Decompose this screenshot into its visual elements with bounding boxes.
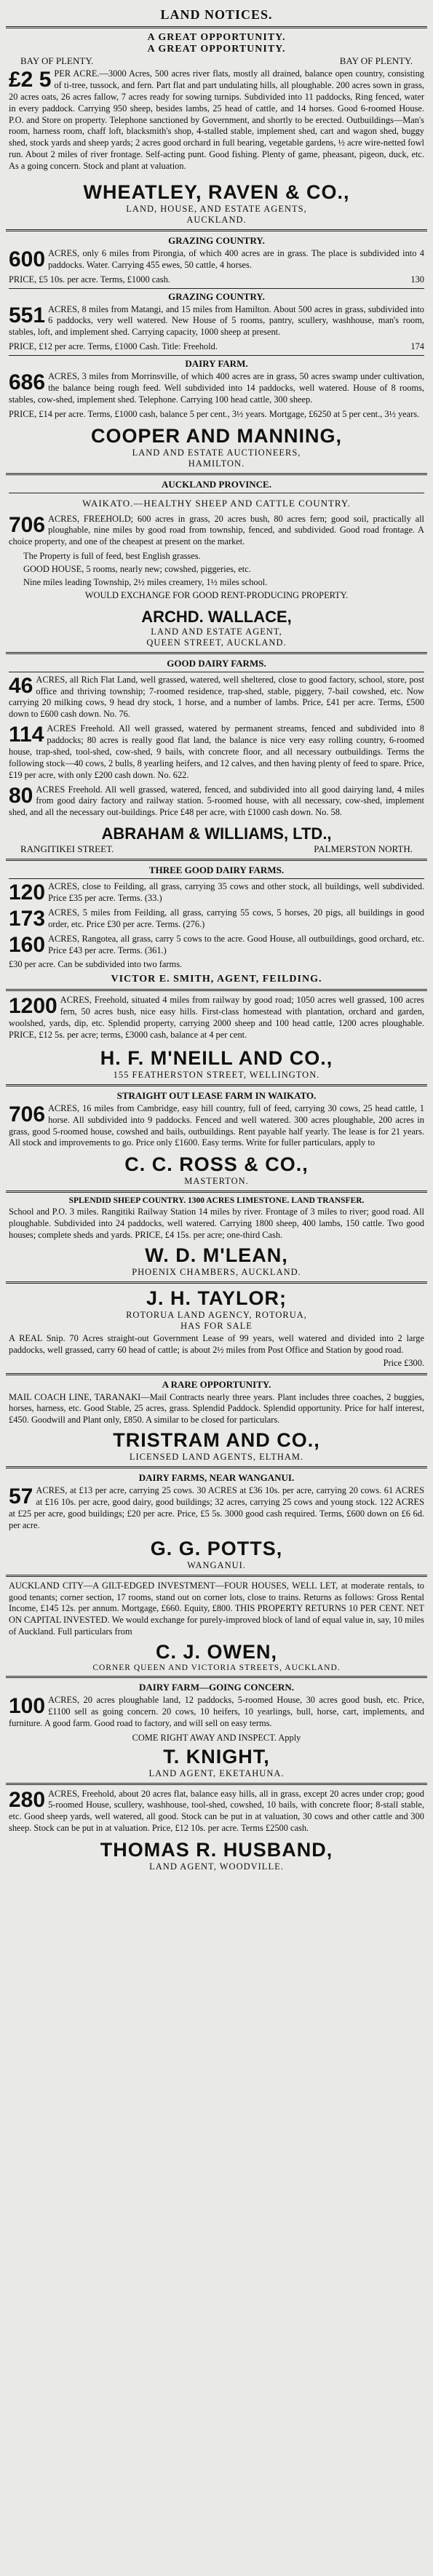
- acre-drop-cap: 100: [9, 1694, 46, 1718]
- price-drop-cap: £2 5: [9, 68, 52, 92]
- agent-subtitle: LAND AND ESTATE AUCTIONEERS,: [132, 447, 301, 458]
- divider: [9, 288, 424, 289]
- acre-drop-cap: 600: [9, 247, 46, 271]
- agent-subtitle: LAND AGENT, WOODVILLE.: [149, 1861, 284, 1872]
- ad-line: WOULD EXCHANGE FOR GOOD RENT-PRODUCING PROPERTY.: [84, 589, 349, 600]
- acre-drop-cap: 706: [9, 1102, 46, 1126]
- divider: [6, 652, 427, 654]
- ad-heading: A GREAT OPPORTUNITY.: [147, 44, 286, 55]
- divider: [6, 1281, 427, 1284]
- listing: 114 ACRES Freehold. All well grassed, watered by permanent streams, fenced and subdivided into 8 paddocks; 80 acres is really good flat land, the balance is nice very easy rolling country, 6-roomed house, trap-shed, tool-shed, cow-shed, 9 bails, with concrete floor, and all necessary outbuildings. Terms the following stock—40 cows, 2 bulls, 8 yearling heifers, and 12 calves, and then having plenty of feed to spare. Price, £19 per acre, with only £200 cash down. No. 622.: [9, 723, 424, 780]
- divider: [9, 878, 424, 879]
- listing: 1200 ACRES, Freehold, situated 4 miles from railway by good road; 1050 acres well grassed, 100 acres fern, 50 acres bush, nice easy hills. First-class homestead with plantation, orchard and garden, woolshed, yards, dip, etc. Splendid property, carrying 2000 sheep and 100 head cattle, 1200 acres ploughable. PRICE, £12 5s. per acre; terms, £3000 cash, balance at 4 per cent.: [9, 994, 424, 1040]
- ad-line: Nine miles leading Township, 2½ miles creamery, 1½ miles school.: [23, 576, 268, 587]
- ad-heading: THREE GOOD DAIRY FARMS.: [148, 864, 285, 876]
- ad-cooper-manning: [6, 235, 427, 469]
- ad-ross: [6, 1090, 427, 1188]
- listing: 173 ACRES, 5 miles from Feilding, all grass, carrying 55 cows, 5 horses, 20 pigs, all buildings in good order, etc. Price £30 per acre. Terms. (276.): [9, 906, 424, 931]
- agent-name: C. C. ROSS & CO.,: [124, 1153, 309, 1176]
- ad-heading: GRAZING COUNTRY.: [168, 290, 265, 302]
- agent-name: T. KNIGHT,: [163, 1745, 270, 1768]
- ad-heading: DAIRY FARM—GOING CONCERN.: [139, 1682, 294, 1693]
- ad-body: AUCKLAND CITY—A GILT-EDGED INVESTMENT—FOUR HOUSES, WELL LET, at moderate rentals, to good tenants; corner section, 17 rooms, stand out on corner lots, close to trains. Returns as follows: Gross Rental Income, £145 12s. per annum. Mortgage, £660. Equity, £800. THIS PROPERTY RETURNS 10 PER CENT. NET ON CAPITAL INVESTED. We would exchange for purely-improved block of land of equal value in, say, 10 miles of Auckland. Full particulars from: [9, 1580, 424, 1637]
- agent-city: WANGANUI.: [187, 1559, 246, 1570]
- ad-potts: [6, 1472, 427, 1571]
- call-to-action: COME RIGHT AWAY AND INSPECT. Apply: [132, 1732, 301, 1743]
- divider: [6, 1190, 427, 1193]
- listing: 706 ACRES, 16 miles from Cambridge, easy hill country, full of feed, carrying 30 cows, 25 head cattle, 1 horse. All subdivided into 9 paddocks. Fenced and well watered. 300 acres ploughable, 200 acres in grass, good 5-roomed house, cowshed and bails, outbuildings. Rent payable half yearly. The lease is for 21 years. All stock and improvements to go. Price only £1600. Easy terms. Write for fuller particulars, apply to: [9, 1102, 424, 1148]
- ad-line: £30 per acre. Can be subdivided into two farms.: [9, 959, 183, 970]
- ad-archd-wallace: [6, 479, 427, 648]
- listing-price: PRICE, £12 per acre. Terms, £1000 Cash. Title: Freehold. 174: [9, 341, 424, 352]
- divider: [6, 859, 427, 861]
- divider: [6, 1466, 427, 1468]
- agent-name: VICTOR E. SMITH, AGENT, FEILDING.: [111, 974, 322, 985]
- acre-drop-cap: 686: [9, 370, 46, 394]
- divider: [6, 1575, 427, 1577]
- listing: 46 ACRES, all Rich Flat Land, well grassed, watered, well sheltered, close to good factory, school, store, post office and thriving township; 7-roomed residence, trap-shed, stable, piggery, 7-bail cowshed, etc. Now carrying 20 milking cows, 9 head dry stock, 1 horse, and a number of lambs. Price, £41 per acre. Terms, £500 down to £600 cash down. No. 76.: [9, 673, 424, 720]
- acre-drop-cap: 1200: [9, 994, 57, 1019]
- ad-subheading: WAIKATO.—HEALTHY SHEEP AND CATTLE COUNTRY.: [82, 497, 351, 509]
- agent-name: J. H. TAYLOR;: [146, 1287, 287, 1309]
- agent-address: CORNER QUEEN AND VICTORIA STREETS, AUCKLAND.: [92, 1663, 341, 1672]
- newspaper-page: [6, 0, 427, 2561]
- acre-drop-cap: 80: [9, 783, 33, 808]
- ad-tristram: [6, 1379, 427, 1463]
- acre-drop-cap: 706: [9, 512, 46, 537]
- agent-name: COOPER AND MANNING,: [90, 424, 342, 447]
- acre-drop-cap: 57: [9, 1484, 33, 1509]
- listing-price: PRICE, £14 per acre. Terms, £1000 cash, balance 5 per cent., 3½ years. Mortgage, £6250 at 5 per cent., 3½ years.: [9, 408, 420, 419]
- listing: 160 ACRES, Rangotea, all grass, carry 5 cows to the acre. Good House, all outbuildings, good orchard, etc. Price £43 per acre. Terms. (361.): [9, 932, 424, 957]
- ad-heading: GOOD DAIRY FARMS.: [167, 657, 266, 669]
- agent-city: QUEEN STREET, AUCKLAND.: [146, 637, 287, 648]
- ad-abraham-williams: [6, 658, 427, 856]
- listing: 280 ACRES, Freehold, about 20 acres flat, balance easy hills, all in grass, except 20 acres under crop; good 5-roomed House, scullery, washhouse, tool-shed, cowshed, 10 bails, with concrete floor; 8-stall stable, etc. Good sheep yards, well watered, all good. Stock can be put in at valuation, 30 cows and other cattle and 300 sheep. Stock can be put in at valuation. Price, £12 10s. per acre. Terms £2500 cash.: [9, 1787, 424, 1834]
- divider: [6, 1676, 427, 1678]
- ad-body: £2 5 PER ACRE.—3000 Acres, 500 acres river flats, mostly all drained, balance open country, consisting of ti-tree, tussock, and fern. Part flat and part undulating hills, all ploughable. 200 acres sown in grass, 20 acres oats, 26 acres fallow, 7 acres ready for sowing turnips. Subdivided into 11 paddocks, Ring fenced, water in every paddock. Carrying 950 sheep, besides lambs, 25 head of cattle, and 14 horses. Good 6-roomed House. P.O. and Store on property. Telephone sanctioned by Government, and shortly to be erected. Outbuildings—Man's room, harness room, chaff loft, blacksmith's shop, 4-stalled stable, implement shed, cart and wagon shed, buggy shed, stock yards and sheep yards; 2 acres good orchard in full bearing, vegetable gardens, ½ acre wire-netted fowl run. About 2 miles of river frontage. Self-acting punt. Good fishing. Plenty of game, pheasant, pigeon, duck, etc. As a going concern. Stock and plant at valuation.: [9, 68, 424, 171]
- location-right: BAY OF PLENTY.: [339, 55, 413, 66]
- ad-wheatley-raven: [6, 32, 427, 226]
- ad-knight: [6, 1682, 427, 1779]
- ad-heading: AUCKLAND PROVINCE.: [162, 478, 271, 490]
- listing: 80 ACRES Freehold. All well grassed, watered, fenced, and subdivided into all good dairying land, 4 miles from good dairy factory and railway station. 5-roomed house, with all necessary, cow-shed, implement shed, and all the necessary out-buildings. Price £48 per acre, with £1000 cash down. No. 58.: [9, 783, 424, 818]
- ad-line: GOOD HOUSE, 5 rooms, nearly new; cowshed, piggeries, etc.: [23, 564, 251, 574]
- divider: [9, 355, 424, 356]
- divider: [6, 473, 427, 475]
- ad-body: MAIL COACH LINE, TARANAKI—Mail Contracts nearly three years. Plant includes three coaches, 2 buggies, horses, harness, etc. Good Stable, 25 acres, grass. Splendid Paddock. Splendid opportunity. Price for half interest, £450. Goodwill and Plant only, £850. A similar to be closed for particulars.: [9, 1391, 424, 1426]
- agent-address: PHOENIX CHAMBERS, AUCKLAND.: [132, 1266, 301, 1277]
- ad-body: School and P.O. 3 miles. Rangitiki Railway Station 14 miles by river. Frontage of 3 miles to river; good road. All ploughable. Subdivided into 24 paddocks, well watered. Carrying 1800 sheep, 400 lambs, 150 cattle. Two good houses; complete sheds and yards. PRICE, £4 15s. per acre; one-third Cash.: [9, 1206, 424, 1240]
- agent-subtitle: LAND AGENT, EKETAHUNA.: [148, 1768, 285, 1778]
- ad-body: A REAL Snip. 70 Acres straight-out Government Lease of 99 years, well watered and divided into 2 large paddocks, well grassed, carry 60 head of cattle; is about 2½ miles from Post Office and Station by good road.: [9, 1332, 424, 1355]
- ad-line: The Property is full of feed, best English grasses.: [23, 551, 201, 562]
- ad-mneill: [6, 995, 427, 1081]
- location-row: [9, 55, 424, 67]
- ad-owen: [6, 1581, 427, 1672]
- agent-subtitle: ROTORUA LAND AGENCY, ROTORUA,: [126, 1309, 307, 1320]
- agent-name: ABRAHAM & WILLIAMS, LTD.,: [101, 824, 332, 843]
- ad-taylor: [6, 1287, 427, 1370]
- divider: [6, 1783, 427, 1785]
- agent-address: RANGITIKEI STREET. PALMERSTON NORTH.: [20, 843, 413, 855]
- ad-victor-smith: [6, 864, 427, 985]
- listing: 551 ACRES, 8 miles from Matangi, and 15 miles from Hamilton. About 500 acres in grass, subdivided into 6 paddocks, very well watered. New House of 5 rooms, pantry, scullery, washhouse, man's room, stables, loft, and implement shed. Carrying capacity, 1000 sheep at present.: [9, 303, 424, 338]
- divider: [6, 229, 427, 231]
- agent-city: AUCKLAND.: [186, 214, 247, 225]
- ad-heading: A RARE OPPORTUNITY.: [162, 1378, 271, 1390]
- agent-subtitle: HAS FOR SALE: [180, 1320, 253, 1331]
- agent-name: WHEATLEY, RAVEN & CO.,: [83, 180, 350, 203]
- divider: [6, 1084, 427, 1086]
- ad-heading: GRAZING COUNTRY.: [168, 234, 265, 246]
- divider: [6, 1373, 427, 1375]
- listing-price: PRICE, £5 10s. per acre. Terms, £1000 cash. 130: [9, 274, 424, 285]
- ad-mlean: [6, 1196, 427, 1278]
- listing: 57 ACRES, at £13 per acre, carrying 25 cows. 30 ACRES at £36 10s. per acre, carrying 20 cows. 61 ACRES at £16 10s. per acre, good dairy, good buildings; 32 acres, carrying 25 cows and young stock. 122 ACRES at £25 per acre, good buildings; £20 per acre. Price, £5 5s. 3000 good cash required. Terms, £600 down on £6 6d. per acre.: [9, 1484, 424, 1530]
- listing: 120 ACRES, close to Feilding, all grass, carrying 35 cows and other stock, all buildings, well subdivided. Price £35 per acre. Terms. (33.): [9, 880, 424, 905]
- acre-drop-cap: 551: [9, 303, 46, 327]
- agent-subtitle: LICENSED LAND AGENTS, ELTHAM.: [129, 1452, 304, 1463]
- acre-drop-cap: 173: [9, 906, 46, 931]
- listing: 686 ACRES, 3 miles from Morrinsville, of which 400 acres are in grass, 50 acres swamp under cultivation, the balance being rough feed. Well subdivided into 14 paddocks, well watered. House of 8 rooms, stables, cow-shed, implement shed. Telephone. Carrying 100 head cattle, 300 sheep.: [9, 370, 424, 405]
- agent-name: G. G. POTTS,: [150, 1537, 283, 1559]
- ad-heading: SPLENDID SHEEP COUNTRY. 1300 ACRES LIMESTONE. LAND TRANSFER.: [68, 1196, 365, 1206]
- acre-drop-cap: 46: [9, 673, 33, 698]
- agent-city: MASTERTON.: [184, 1176, 249, 1187]
- ad-heading: STRAIGHT OUT LEASE FARM IN WAIKATO.: [116, 1089, 317, 1101]
- listing: 706 ACRES, FREEHOLD; 600 acres in grass, 20 acres bush, 80 acres fern; good soil, practically all ploughable, nine miles by good road from township, fenced, and subdivided. Good road frontage. A choice property, and one of the cheapest at present on the market.: [9, 512, 424, 547]
- agent-name: TRISTRAM AND CO.,: [113, 1429, 320, 1452]
- acre-drop-cap: 160: [9, 932, 46, 957]
- ad-heading: DAIRY FARMS, NEAR WANGANUI.: [138, 1472, 295, 1484]
- agent-name: H. F. M'NEILL AND CO.,: [100, 1046, 333, 1069]
- ad-heading: DAIRY FARM.: [185, 358, 248, 369]
- agent-name: W. D. M'LEAN,: [145, 1244, 288, 1266]
- ad-heading: A GREAT OPPORTUNITY.: [147, 32, 286, 43]
- listing: 600 ACRES, only 6 miles from Pirongia, of which 400 acres are in grass. The place is subdivided into 4 paddocks. Water. Carrying 455 ewes, 50 cattle, 4 horses.: [9, 247, 424, 271]
- listing-price: Price £300.: [383, 1357, 424, 1368]
- acre-drop-cap: 120: [9, 880, 46, 905]
- page-header: LAND NOTICES.: [160, 7, 273, 22]
- agent-address: 155 FEATHERSTON STREET, WELLINGTON.: [113, 1069, 320, 1080]
- agent-subtitle: LAND, HOUSE, AND ESTATE AGENTS,: [126, 203, 307, 214]
- acre-drop-cap: 280: [9, 1787, 46, 1812]
- agent-name: THOMAS R. HUSBAND,: [100, 1839, 333, 1861]
- agent-city: HAMILTON.: [188, 458, 245, 469]
- agent-subtitle: LAND AND ESTATE AGENT,: [151, 626, 282, 637]
- ad-husband: [6, 1789, 427, 1873]
- listing: 100 ACRES, 20 acres ploughable land, 12 paddocks, 5-roomed House, 30 acres good bush, etc. Price, £1100 sell as going concern. 20 cows, 10 heifers, 10 yearlings, bull, horse, cart, implements, and furniture. A good farm. Good road to factory, and will sell on easy terms.: [9, 1694, 424, 1728]
- divider: [6, 989, 427, 991]
- location-left: BAY OF PLENTY.: [20, 55, 94, 66]
- divider: [6, 26, 427, 28]
- agent-name: ARCHD. WALLACE,: [141, 607, 292, 626]
- agent-name: C. J. OWEN,: [155, 1641, 277, 1663]
- acre-drop-cap: 114: [9, 723, 44, 747]
